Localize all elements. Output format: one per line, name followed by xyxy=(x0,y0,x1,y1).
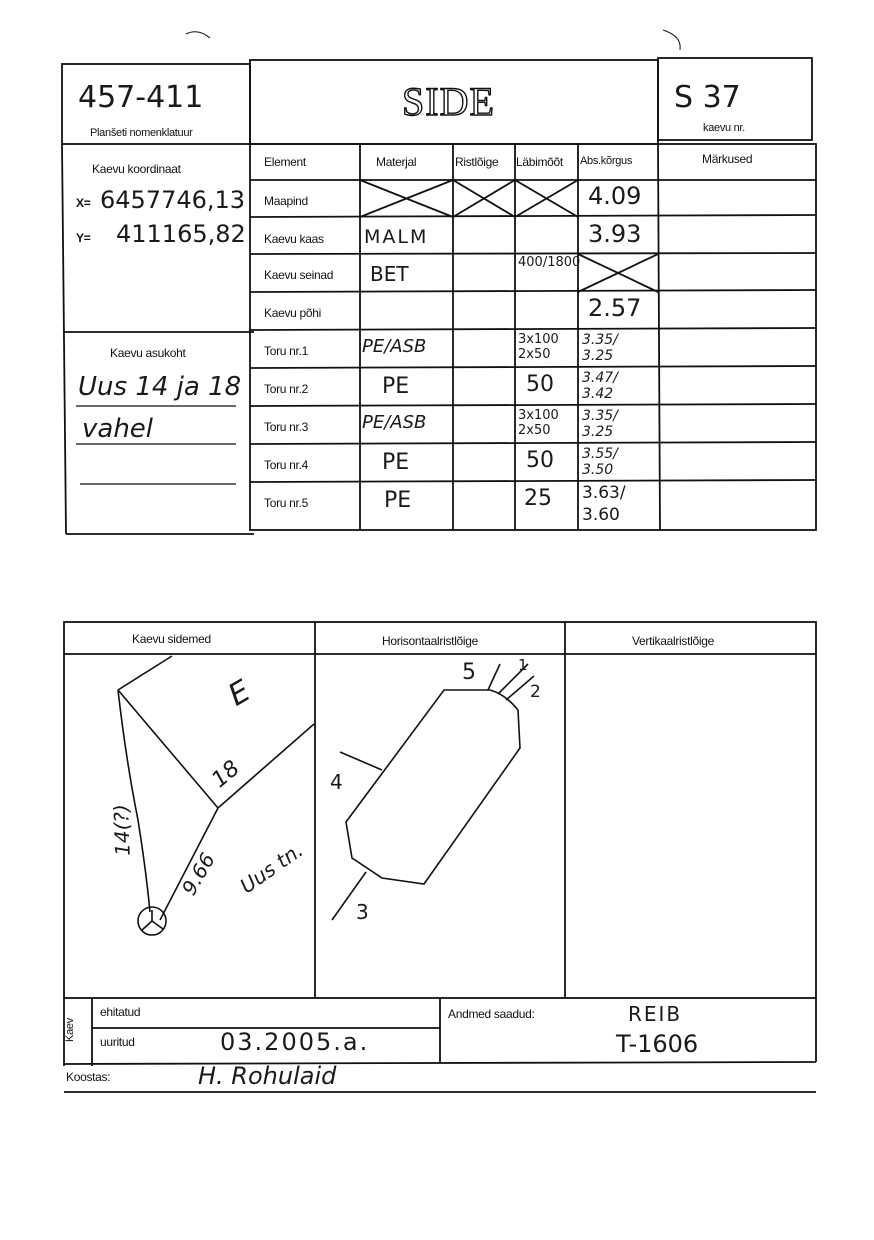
abs-height-value: 2.57 xyxy=(588,294,642,322)
pipe-label-18: 18 xyxy=(207,755,245,794)
data-received-label: Andmed saadud: xyxy=(448,1007,535,1021)
material-value: MALM xyxy=(364,226,429,248)
x-prefix: X= xyxy=(76,196,91,210)
column-header-element: Element xyxy=(264,155,306,169)
sketch-header-vertical: Vertikaalristlõige xyxy=(632,634,714,648)
diameter-value: 50 xyxy=(526,448,554,473)
column-header-abs-height: Abs.kõrgus xyxy=(580,155,633,167)
abs-height-value: 3.35/ 3.25 xyxy=(582,408,618,440)
diameter-value: 3x100 2x50 xyxy=(518,408,559,438)
x-coordinate-value: 6457746,13 xyxy=(100,186,246,214)
material-value: PE/ASB xyxy=(362,336,427,357)
table-row-label: Kaevu põhi xyxy=(264,306,322,320)
built-label: ehitatud xyxy=(100,1005,141,1019)
diameter-value: 25 xyxy=(524,486,552,511)
well-number-value: S 37 xyxy=(674,80,741,115)
pipe-label-4: 4 xyxy=(330,770,343,794)
sketch-header-connections: Kaevu sidemed xyxy=(132,632,211,646)
location-line-1: Uus 14 ja 18 xyxy=(78,372,242,402)
table-row-label: Toru nr.1 xyxy=(264,344,308,358)
surveyed-date: 03.2005.a. xyxy=(220,1028,370,1056)
column-header-notes: Märkused xyxy=(702,152,753,166)
sheet-nomenclature-value: 457-411 xyxy=(78,80,204,115)
material-value: BET xyxy=(370,262,409,286)
abs-height-value: 4.09 xyxy=(588,182,642,210)
abs-height-value: 3.63/ 3.60 xyxy=(582,483,626,525)
abs-height-value: 3.47/ 3.42 xyxy=(582,370,618,402)
column-header-cross-section: Ristlõige xyxy=(455,155,499,169)
distance-label: 14(?) xyxy=(108,803,135,857)
street-label: Uus tn. xyxy=(235,837,308,899)
diameter-value: 3x100 2x50 xyxy=(518,332,559,362)
column-header-diameter: Läbimõõt xyxy=(516,155,563,169)
pipe-label-3: 3 xyxy=(356,900,369,924)
coordinates-label: Kaevu koordinaat xyxy=(92,162,181,176)
well-connection-sketch xyxy=(118,656,314,935)
data-received-reference: T-1606 xyxy=(616,1030,699,1058)
location-line-2: vahel xyxy=(82,414,154,444)
data-received-source: REIB xyxy=(628,1002,683,1026)
column-header-material: Materjal xyxy=(376,155,417,169)
diameter-value: 50 xyxy=(526,372,554,397)
pipe-label-5: 5 xyxy=(462,660,476,685)
table-row-label: Maapind xyxy=(264,194,308,208)
diameter-value: 400/1800 xyxy=(518,255,581,270)
abs-height-value: 3.55/ 3.50 xyxy=(582,446,618,478)
material-value: PE xyxy=(382,374,410,399)
table-row-label: Toru nr.3 xyxy=(264,420,308,434)
table-row-label: Toru nr.4 xyxy=(264,458,308,472)
material-value: PE xyxy=(382,450,410,475)
table-row-label: Toru nr.2 xyxy=(264,382,308,396)
abs-height-value: 3.93 xyxy=(588,220,642,248)
compiled-by-label: Koostas: xyxy=(66,1070,111,1084)
location-label: Kaevu asukoht xyxy=(110,346,186,360)
direction-label: E xyxy=(222,673,257,714)
y-prefix: Y= xyxy=(76,231,91,245)
material-value: PE xyxy=(384,488,412,513)
table-row-label: Toru nr.5 xyxy=(264,496,308,510)
pipe-label-1: 1 xyxy=(518,656,528,674)
table-row-label: Kaevu seinad xyxy=(264,268,334,282)
compiled-by-value: H. Rohulaid xyxy=(198,1062,337,1090)
table-row-label: Kaevu kaas xyxy=(264,232,324,246)
pipe-label-2: 2 xyxy=(530,682,541,702)
page-title: SIDE xyxy=(402,79,495,124)
well-number-label: kaevu nr. xyxy=(703,122,745,134)
surveyed-label: uuritud xyxy=(100,1035,135,1049)
y-coordinate-value: 411165,82 xyxy=(116,220,246,248)
distance-label: 9.66 xyxy=(176,848,220,900)
material-value: PE/ASB xyxy=(362,412,427,433)
sketch-header-horizontal: Horisontaalristlõige xyxy=(382,634,479,648)
sheet-nomenclature-label: Planšeti nomenklatuur xyxy=(90,127,193,139)
horizontal-section-sketch xyxy=(332,664,534,920)
well-side-label: Kaev xyxy=(63,1018,76,1042)
abs-height-value: 3.35/ 3.25 xyxy=(582,332,618,364)
